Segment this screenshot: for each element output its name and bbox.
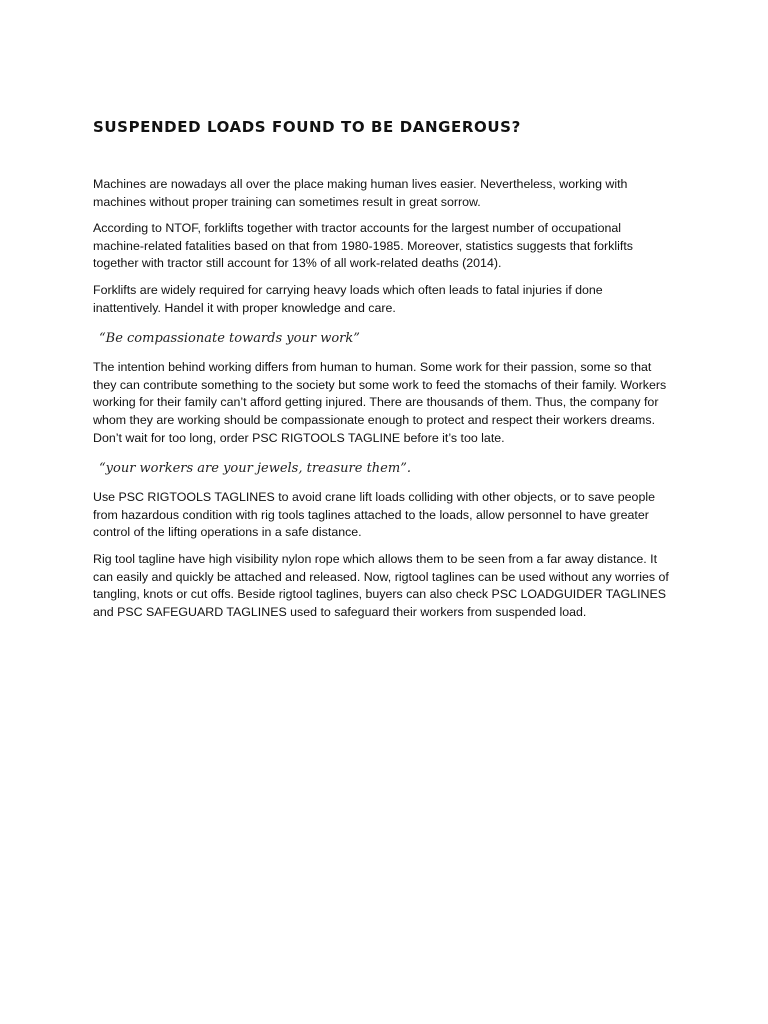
document-body bbox=[93, 118, 673, 630]
paragraph-forklifts: Forklifts are widely required for carrying heavy loads which often leads to fatal injuries if done inattentively. Handel it with proper knowledge and care. bbox=[93, 282, 603, 315]
paragraph-machines: Machines are nowadays all over the place making human lives easier. Nevertheless, working with machines without proper training can sometimes result in great sorrow. bbox=[93, 177, 628, 209]
quote-workers-jewels: “your workers are your jewels, treasure them”. bbox=[99, 461, 411, 477]
document-title: SUSPENDED LOADS FOUND TO BE DANGEROUS? bbox=[93, 118, 521, 136]
paragraph-rig-tool-tagline: Rig tool tagline have high visibility nylon rope which allows them to be seen from a far away distance. It can easily and quickly be attached and released. Now, rigtool taglines can be used without any worries of tangling, knots or cut offs. Beside rigtool taglines, buyers can also check PSC LOADGUIDER TAGLINES and PSC SAFEGUARD TAGLINES used to safeguard their workers from suspended load. bbox=[93, 551, 669, 619]
quote-compassion: “Be compassionate towards your work” bbox=[99, 331, 360, 347]
paragraph-ntof-statistics: According to NTOF, forklifts together with tractor accounts for the largest number of occupational machine-related fatalities based on that from 1980-1985. Moreover, statistics suggests that forklifts together with tractor still account for 13% of all work-related deaths (2014). bbox=[93, 221, 633, 271]
paragraph-use-taglines: Use PSC RIGTOOLS TAGLINES to avoid crane lift loads colliding with other objects, or to save people from hazardous condition with rig tools taglines attached to the loads, allow personnel to have greater control of the lifting operations in a safe distance. bbox=[93, 490, 655, 540]
paragraph-intention: The intention behind working differs from human to human. Some work for their passion, some so that they can contribute something to the society but some work to feed the stomachs of their family. Workers working for their family can’t afford getting injured. There are thousands of them. Thus, the company for whom they are working should be compassionate enough to protect and respect their workers dreams. Don’t wait for too long, order PSC RIGTOOLS TAGLINE before it’s too late. bbox=[93, 360, 667, 445]
